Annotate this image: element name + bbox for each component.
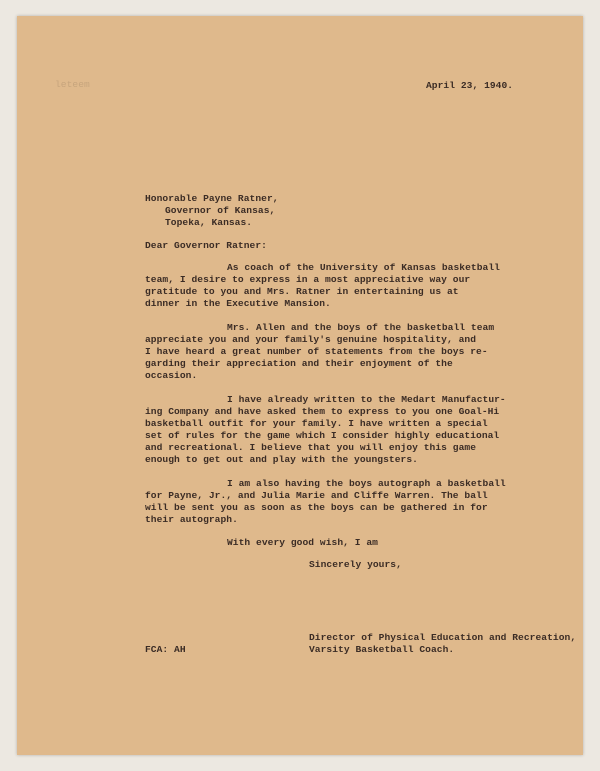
recipient-line-1: Honorable Payne Ratner, [145,193,279,204]
paragraph-2-line: I have heard a great number of statements from the boys re- [145,346,488,357]
paragraph-4-line: their autograph. [145,514,238,525]
paragraph-3-line: basketball outfit for your family. I have written a special [145,418,488,429]
paragraph-4-line: will be sent you as soon as the boys can be gathered in for [145,502,488,513]
salutation: Dear Governor Ratner: [145,240,267,251]
letter-date: April 23, 1940. [426,80,514,91]
recipient-line-2: Governor of Kansas, [165,205,276,216]
paragraph-2-line: appreciate you and your family's genuine hospitality, and [145,334,477,345]
paragraph-2-line: garding their appreciation and their enjoyment of the [145,358,453,369]
closing: Sincerely yours, [309,559,402,570]
paragraph-3-line: set of rules for the game which I consider highly educational [145,430,500,441]
paragraph-1-line: As coach of the University of Kansas basketball [227,262,500,273]
letter-page [17,16,583,755]
faint-mark: leteem [55,79,90,90]
paragraph-4-line: for Payne, Jr., and Julia Marie and Cliffe Warren. The ball [145,490,488,501]
typist-initials: FCA: AH [145,644,186,655]
signature-title-line-2: Varsity Basketball Coach. [309,644,455,655]
signature-title-line-1: Director of Physical Education and Recreation, [309,632,577,643]
recipient-line-3: Topeka, Kansas. [165,217,253,228]
paragraph-2-line: occasion. [145,370,198,381]
paragraph-3-line: ing Company and have asked them to express to you one Goal-Hi [145,406,500,417]
paragraph-1-line: gratitude to you and Mrs. Ratner in entertaining us at [145,286,459,297]
paragraph-1-line: dinner in the Executive Mansion. [145,298,331,309]
paragraph-3-line: enough to get out and play with the youngsters. [145,454,418,465]
paragraph-2-line: Mrs. Allen and the boys of the basketball team [227,322,495,333]
paragraph-3-line: I have already written to the Medart Manufactur- [227,394,506,405]
paragraph-3-line: and recreational. I believe that you will enjoy this game [145,442,477,453]
good-wish-line: With every good wish, I am [227,537,378,548]
paragraph-4-line: I am also having the boys autograph a basketball [227,478,506,489]
paragraph-1-line: team, I desire to express in a most appreciative way our [145,274,471,285]
